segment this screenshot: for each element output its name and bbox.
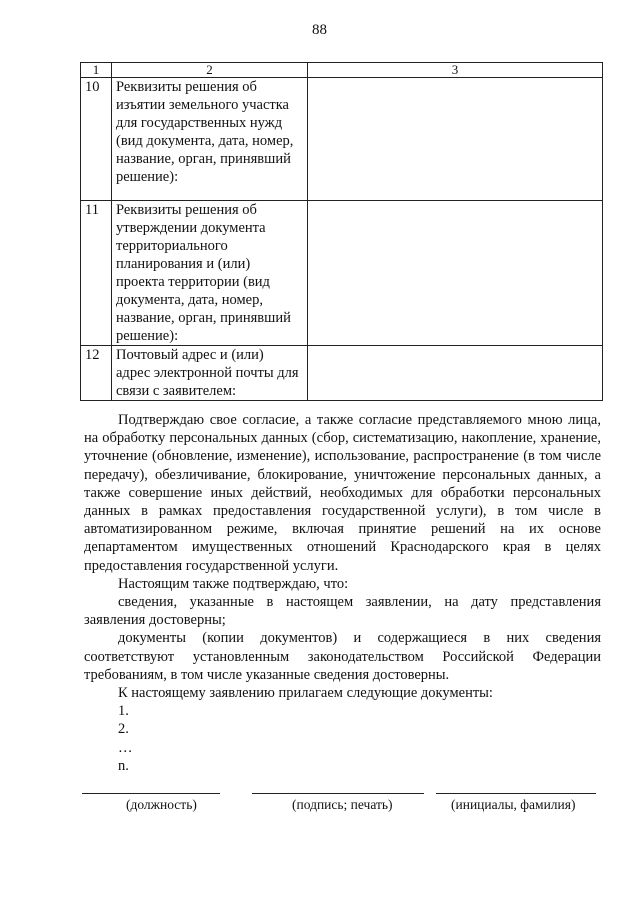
row-label-line: решение): [116, 328, 179, 344]
header-col-1: 1 [81, 63, 112, 78]
row-label [112, 346, 308, 401]
table-header-row [81, 63, 603, 78]
row-number: 10 [81, 78, 112, 201]
row-label-line: документа, дата, номер, [116, 292, 263, 308]
row-value[interactable] [308, 78, 603, 201]
row-label-line: территориального [116, 238, 228, 254]
attach-intro: К настоящему заявлению прилагаем следующие документы: [118, 685, 493, 702]
row-number: 12 [81, 346, 112, 401]
attach-list-item: n. [118, 757, 129, 774]
row-label-line: адрес электронной почты для [116, 365, 299, 381]
row-label-line: название, орган, принявший [116, 310, 291, 326]
row-number: 11 [81, 201, 112, 346]
row-label [112, 201, 308, 346]
document-body [84, 411, 601, 775]
name-line [436, 793, 596, 794]
confirm-intro: Настоящим также подтверждаю, что: [118, 575, 349, 592]
row-value[interactable] [308, 201, 603, 346]
name-label: (инициалы, фамилия) [451, 797, 576, 812]
table-row [81, 201, 603, 346]
row-label-line: для государственных нужд [116, 115, 283, 131]
table-row [81, 346, 603, 401]
row-label-line: изъятии земельного участка [116, 97, 289, 113]
signature-line [252, 793, 424, 794]
attach-list-item: 2. [118, 721, 129, 738]
row-label [112, 78, 308, 201]
signature-label: (подпись; печать) [292, 797, 393, 812]
table-row [81, 78, 603, 201]
confirm-item: документы (копии документов) и содержащиеся в них сведения соответствуют установленным законодательством Российской Федерации требованиям, в том числе указанные сведения достоверны. [84, 630, 601, 683]
row-label-line: связи с заявителем: [116, 383, 237, 399]
row-label-line: Реквизиты решения об [116, 79, 257, 95]
row-label-line: решение): [116, 169, 179, 185]
row-label-line: проекта территории (вид [116, 274, 270, 290]
row-label-line: планирования и (или) [116, 256, 251, 272]
application-table [80, 62, 603, 401]
header-col-2: 2 [112, 63, 308, 78]
row-value[interactable] [308, 346, 603, 401]
consent-paragraph: Подтверждаю свое согласие, а также согласие представляемого мною лица, на обработку персональных данных (сбор, систематизацию, накопление, хранение, уточнение (обновление, изменение), использование, распространение (в том числе передачу), обезличивание, блокирование, уничтожение персональных данных, а также совершение иных действий, необходимых для обработки персональных данных в рамках предоставления государственной услуги), в том числе в автоматизированном режиме, включая принятие решений на их основе департаментом имущественных отношений Краснодарского края в целях предоставления государственной услуги. [84, 412, 601, 574]
row-label-line: название, орган, принявший [116, 151, 291, 167]
row-label-line: Реквизиты решения об [116, 202, 257, 218]
row-label-line: утверждении документа [116, 220, 266, 236]
page-number: 88 [312, 22, 327, 38]
attach-list-item: 1. [118, 703, 129, 720]
attach-list-item: … [118, 739, 133, 756]
position-line [82, 793, 220, 794]
confirm-item: сведения, указанные в настоящем заявлении, на дату представления заявления достоверны; [84, 594, 601, 629]
row-label-line: (вид документа, дата, номер, [116, 133, 294, 149]
position-label: (должность) [126, 797, 197, 812]
row-label-line: Почтовый адрес и (или) [116, 347, 264, 363]
header-col-3: 3 [308, 63, 603, 78]
